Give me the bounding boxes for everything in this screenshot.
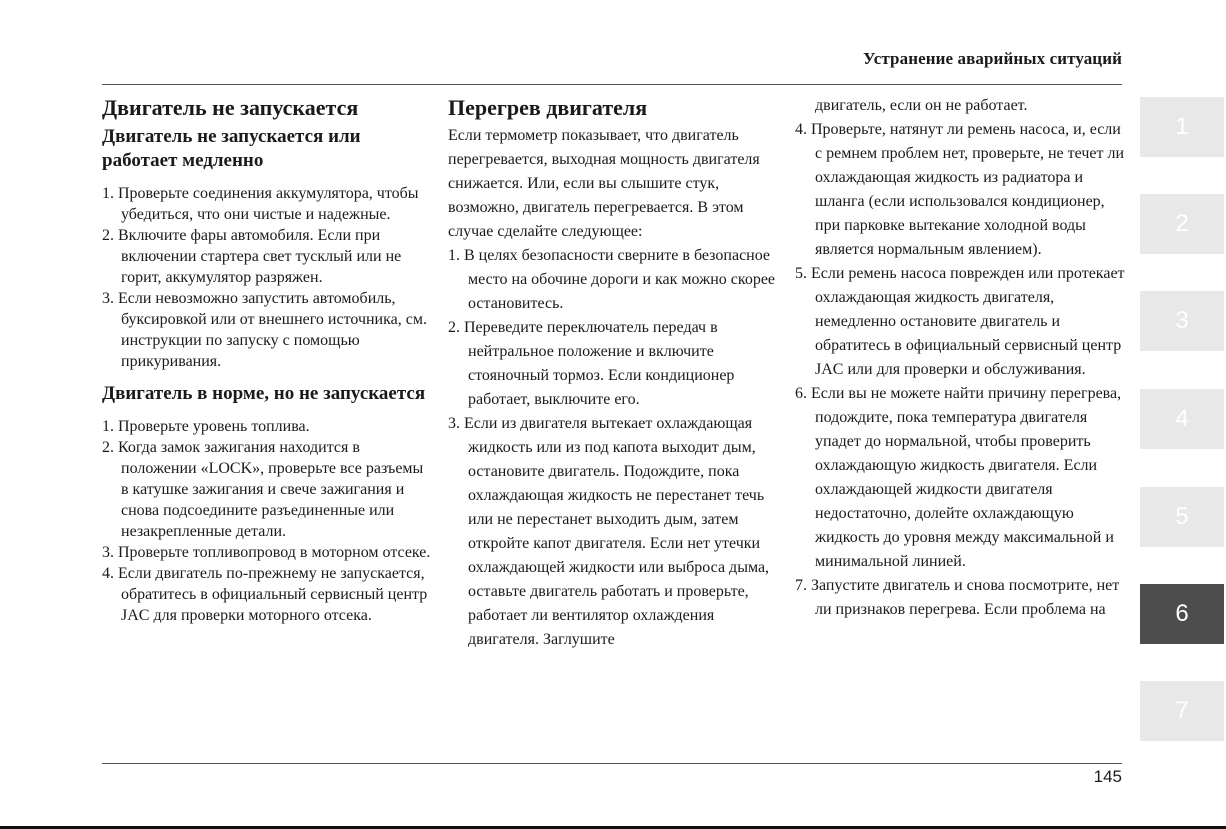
continued-text: двигатель, если он не работает. — [815, 97, 1028, 114]
numbered-list — [102, 416, 434, 626]
list-item: 1. Проверьте уровень топлива. — [102, 418, 310, 435]
list-item: 5. Если ремень насоса поврежден или протекает охлаждающая жидкость двигателя, немедленно остановите двигатель и обратитесь в официальный сервисный центр JAC или для проверки и обслуживания. — [795, 265, 1125, 378]
list-item: 7. Запустите двигатель и снова посмотрите, нет ли признаков перегрева. Если проблема на — [795, 577, 1120, 618]
running-header: Устранение аварийных ситуаций — [863, 49, 1122, 68]
list-item: 2. Переведите переключатель передач в нейтральное положение и включите стояночный тормоз. Если кондиционер работает, выключите его. — [448, 319, 735, 408]
column-engine-not-starting — [102, 94, 434, 636]
chapter-tab-7[interactable]: 7 — [1140, 681, 1224, 741]
list-item: 3. Если невозможно запустить автомобиль, буксировкой или от внешнего источника, см. инструкции по запуску с помощью прикуривания. — [102, 290, 427, 370]
list-item: 2. Когда замок зажигания находится в положении «LOCK», проверьте все разъемы в катушке зажигания и свече зажигания и снова подсоедините разъединенные или незакрепленные детали. — [102, 439, 424, 540]
intro-paragraph: Если термометр показывает, что двигатель перегревается, выходная мощность двигателя снижается. Или, если вы слышите стук, возможно, двигатель перегревается. В этом случае сделайте следующее: — [448, 127, 760, 240]
chapter-tab-1[interactable]: 1 — [1140, 97, 1224, 157]
list-item: 4. Проверьте, натянут ли ремень насоса, и, если с ремнем проблем нет, проверьте, не течет ли охлаждающая жидкость из радиатора и шланга (если использовался кондиционер, при парковке вытекание холодной воды является нормальным явлением). — [795, 121, 1125, 258]
list-item: 4. Если двигатель по-прежнему не запускается, обратитесь в официальный сервисный центр JAC для проверки моторного отсека. — [102, 565, 428, 624]
list-item: 2. Включите фары автомобиля. Если при включении стартера свет тусклый или не горит, аккумулятор разряжен. — [102, 227, 402, 286]
header-rule — [102, 84, 1122, 85]
column-engine-overheating — [448, 94, 780, 652]
chapter-tab-4[interactable]: 4 — [1140, 389, 1224, 449]
list-item: 3. Если из двигателя вытекает охлаждающая жидкость или из под капота выходит дым, остановите двигатель. Подождите, пока охлаждающая жидкость не перестанет течь или не перестанет выходить дым, затем откройте капот двигателя. Если нет утечки охлаждающей жидкости или выброса дыма, оставьте двигатель работать и проверьте, работает ли вентилятор охлаждения двигателя. Заглушите — [448, 415, 770, 648]
list-item: 3. Проверьте топливопровод в моторном отсеке. — [102, 544, 431, 561]
subsection-heading: Двигатель в норме, но не запускается — [102, 383, 426, 404]
footer-rule — [102, 763, 1122, 764]
numbered-list — [448, 244, 780, 652]
column-overheating-continued — [795, 94, 1125, 622]
section-heading: Двигатель не запускается — [102, 95, 359, 120]
list-item: 1. В целях безопасности сверните в безопасное место на обочине дороги и как можно скорее остановитесь. — [448, 247, 776, 312]
subsection-heading: Двигатель не запускается или работает медленно — [102, 126, 361, 171]
section-heading: Перегрев двигателя — [448, 95, 648, 120]
chapter-tab-6[interactable]: 6 — [1140, 584, 1224, 644]
chapter-tab-3[interactable]: 3 — [1140, 291, 1224, 351]
page-number: 145 — [1093, 767, 1122, 786]
list-item: 6. Если вы не можете найти причину перегрева, подождите, пока температура двигателя упадет до нормальной, чтобы проверить охлаждающую жидкость двигателя. Если охлаждающей жидкости двигателя недостаточно, долейте охлаждающую жидкость до уровня между максимальной и минимальной линией. — [795, 385, 1122, 570]
chapter-tab-2[interactable]: 2 — [1140, 194, 1224, 254]
numbered-list — [795, 118, 1125, 622]
list-item: 1. Проверьте соединения аккумулятора, чтобы убедиться, что они чистые и надежные. — [102, 185, 419, 223]
chapter-tab-5[interactable]: 5 — [1140, 487, 1224, 547]
numbered-list — [102, 183, 434, 372]
